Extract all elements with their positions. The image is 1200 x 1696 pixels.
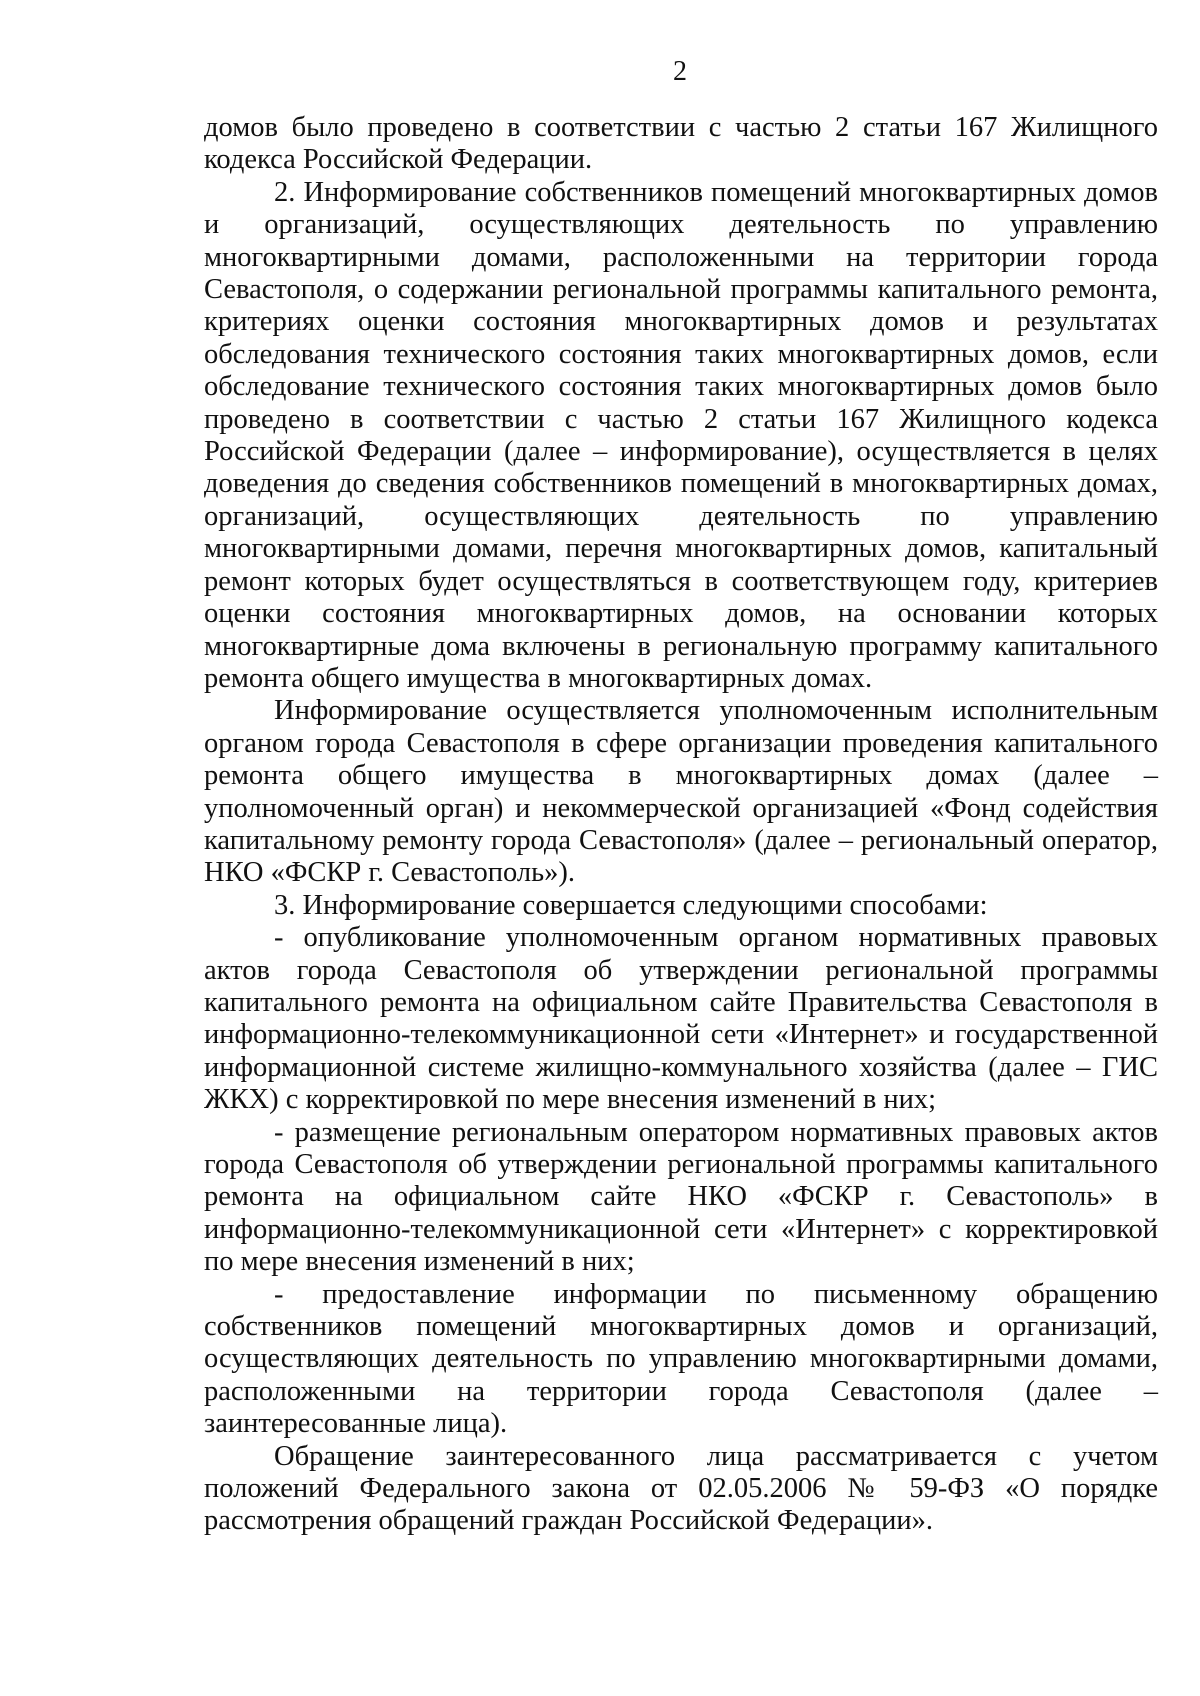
- page-number: 2: [673, 56, 687, 87]
- paragraph-continuation: домов было проведено в соответствии с частью 2 статьи 167 Жилищного кодекса Российской Федерации.: [204, 112, 1158, 176]
- paragraph-informing-body: Информирование осуществляется уполномоченным исполнительным органом города Севастополя в сфере организации проведения капитального ремонта общего имущества в многоквартирных домах (далее – уполномоченный орган) и некоммерческой организацией «Фонд содействия капитальному ремонту города Севастополя» (далее – региональный оператор, НКО «ФСКР г. Севастополь»).: [204, 695, 1158, 889]
- list-item-written-request: - предоставление информации по письменному обращению собственников помещений многоквартирных домов и организаций, осуществляющих деятельность по управлению многоквартирными домами, расположенными на территории города Севастополя (далее – заинтересованные лица).: [204, 1278, 1158, 1440]
- paragraph-item-2: 2. Информирование собственников помещений многоквартирных домов и организаций, осуществляющих деятельность по управлению многоквартирными домами, расположенными на территории города Севастополя, о содержании региональной программы капитального ремонта, критериях оценки состояния многоквартирных домов и результатах обследования технического состояния таких многоквартирных домов, если обследование технического состояния таких многоквартирных домов было проведено в соответствии с частью 2 статьи 167 Жилищного кодекса Российской Федерации (далее – информирование), осуществляется в целях доведения до сведения собственников помещений в многоквартирных домах, организаций, осуществляющих деятельность по управлению многоквартирными домами, перечня многоквартирных домов, капитальный ремонт которых будет осуществляться в соответствующем году, критериев оценки состояния многоквартирных домов, на основании которых многоквартирные дома включены в региональную программу капитального ремонта общего имущества в многоквартирных домах.: [204, 176, 1158, 694]
- list-item-placement: - размещение региональным оператором нормативных правовых актов города Севастополя об утверждении региональной программы капитального ремонта на официальном сайте НКО «ФСКР г. Севастополь» в информационно-телекоммуникационной сети «Интернет» с корректировкой по мере внесения изменений в них;: [204, 1116, 1158, 1278]
- paragraph-request-review: Обращение заинтересованного лица рассматривается с учетом положений Федерального закона от 02.05.2006 № 59-ФЗ «О порядке рассмотрения обращений граждан Российской Федерации».: [204, 1440, 1158, 1537]
- document-body: [204, 112, 1158, 1538]
- list-item-publication: - опубликование уполномоченным органом нормативных правовых актов города Севастополя об утверждении региональной программы капитального ремонта на официальном сайте Правительства Севастополя в информационно-телекоммуникационной сети «Интернет» и государственной информационной системе жилищно-коммунального хозяйства (далее – ГИС ЖКХ) с корректировкой по мере внесения изменений в них;: [204, 922, 1158, 1116]
- paragraph-item-3: 3. Информирование совершается следующими способами:: [274, 889, 988, 921]
